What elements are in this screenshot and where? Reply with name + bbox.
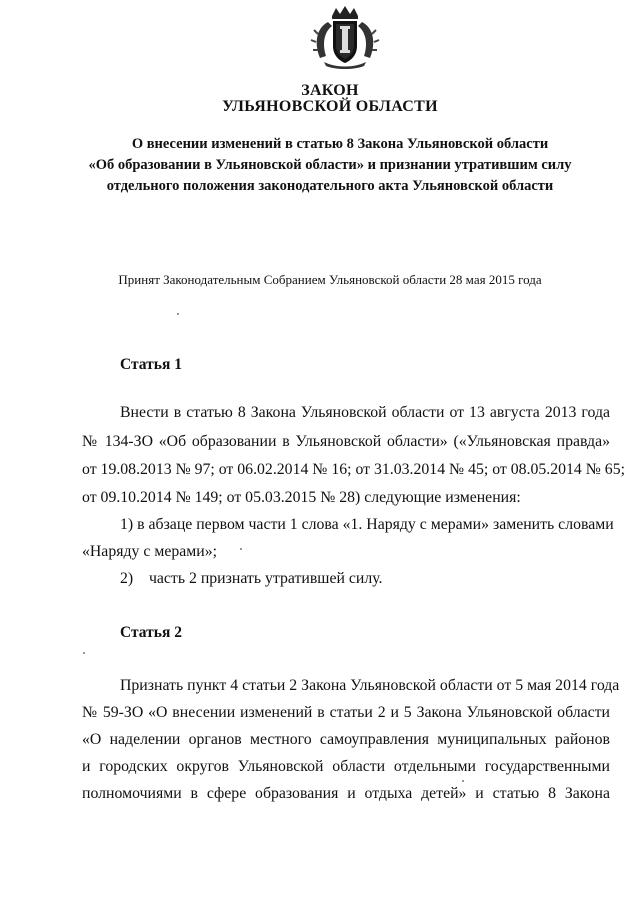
article-1-heading: Статья 1: [120, 356, 182, 373]
adoption-note: Принят Законодательным Собранием Ульяновской области 28 мая 2015 года: [118, 272, 542, 287]
scan-speck: [177, 313, 179, 315]
article-2-text-line: № 59-ЗО «О внесении изменений в статьи 2 и 5 Закона Ульяновской области: [82, 704, 610, 721]
article-2-text-line: и городских округов Ульяновской области отдельными государственными: [82, 758, 610, 775]
scan-speck: [240, 548, 242, 550]
article-1-text-line: от 19.08.2013 № 97; от 06.02.2014 № 16; от 31.03.2014 № 45; от 08.05.2014 № 65;: [82, 461, 625, 478]
document-subtitle-line: О внесении изменений в статью 8 Закона Ульяновской области: [131, 136, 549, 152]
document-title: ЗАКОН: [301, 82, 359, 99]
scan-speck: [83, 652, 85, 654]
document-title-region: УЛЬЯНОВСКОЙ ОБЛАСТИ: [222, 98, 438, 115]
article-2-text-line: Признать пункт 4 статьи 2 Закона Ульяновской области от 5 мая 2014 года: [120, 677, 620, 694]
article-1-item-line: 1) в абзаце первом части 1 слова «1. Наряду с мерами» заменить словами: [120, 516, 614, 533]
coat-of-arms-icon: [310, 4, 380, 70]
article-1-text-line: от 09.10.2014 № 149; от 05.03.2015 № 28) следующие изменения:: [82, 489, 521, 506]
document-subtitle-line: отдельного положения законодательного акта Ульяновской области: [106, 178, 554, 194]
scan-speck: [462, 780, 464, 782]
article-1-text-line: Внести в статью 8 Закона Ульяновской области от 13 августа 2013 года: [120, 404, 610, 421]
article-2-heading: Статья 2: [120, 624, 182, 641]
article-2-text-line: полномочиями в сфере образования и отдыха детей» и статью 8 Закона: [82, 785, 610, 802]
article-1-text-line: № 134-ЗО «Об образовании в Ульяновской области» («Ульяновская правда»: [82, 433, 610, 450]
article-2-text-line: «О наделении органов местного самоуправления муниципальных районов: [82, 731, 610, 748]
article-1-item-line: «Наряду с мерами»;: [82, 543, 217, 560]
article-1-item-line: 2) часть 2 признать утратившей силу.: [120, 570, 383, 587]
document-subtitle-line: «Об образовании в Ульяновской области» и признании утратившим силу: [88, 157, 572, 173]
